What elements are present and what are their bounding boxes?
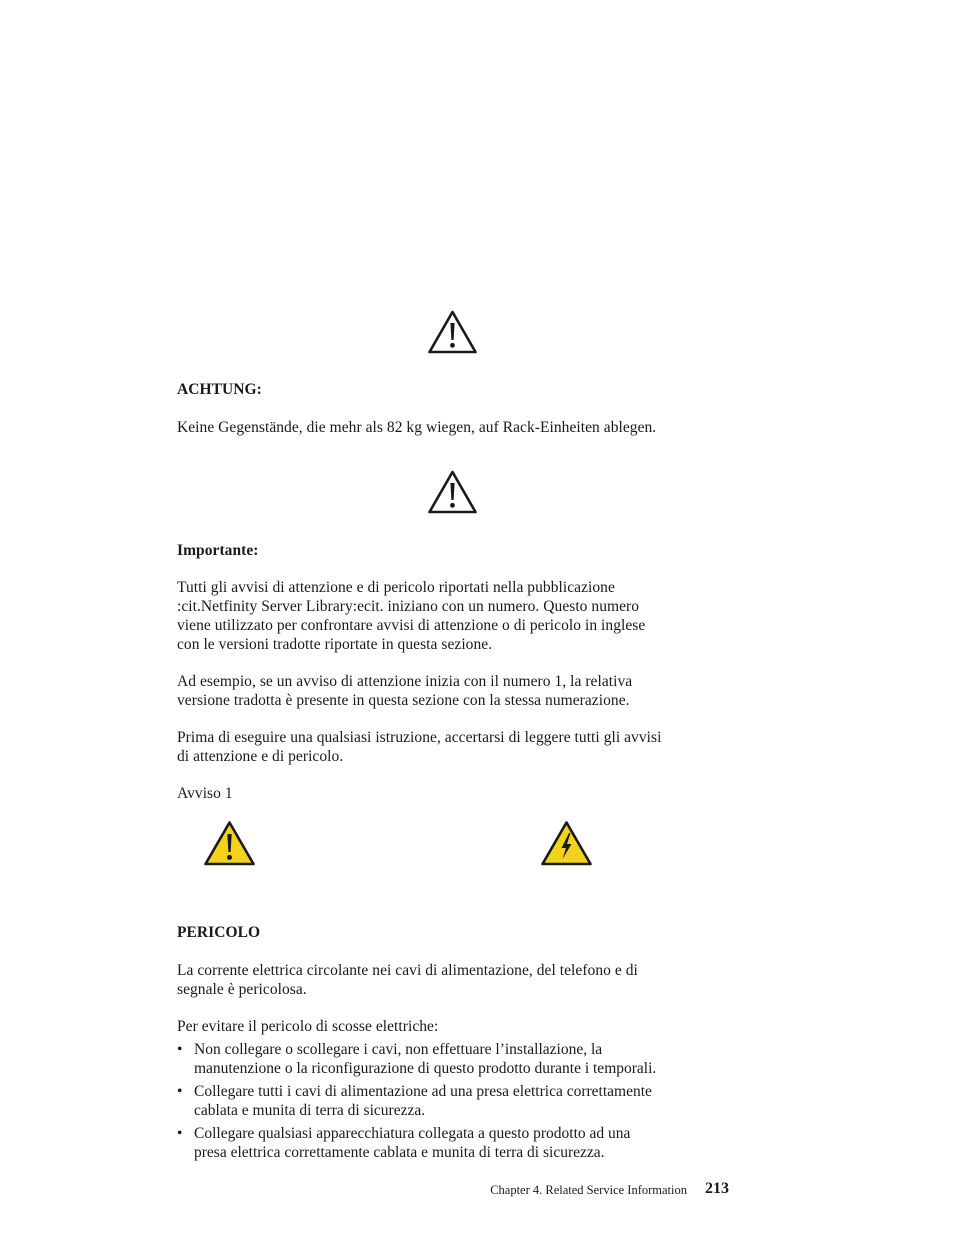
caution-text-de: Keine Gegenstände, die mehr als 82 kg wiegen, auf Rack-Einheiten ablegen. [177,419,657,436]
list-item-text: Collegare tutti i cavi di alimentazione ad una presa elettrica correttamente cablata e munita di terra di sicurezza. [194,1083,652,1119]
notice-label: Avviso 1 [177,785,233,802]
caution-yellow-triangle-icon [203,820,256,867]
bullet-dot: • [177,1083,183,1100]
warning-triangle-icon [427,309,478,355]
important-paragraph-2: Ad esempio, se un avviso di attenzione inizia con il numero 1, la relativa versione tradotta è presente in questa sezione con la stessa numerazione. [177,673,633,709]
danger-text: La corrente elettrica circolante nei cavi di alimentazione, del telefono e di segnale è pericolosa. [177,962,638,998]
bullet-dot: • [177,1125,183,1142]
footer-chapter-title: Chapter 4. Related Service Information [490,1183,687,1197]
list-item [177,1040,737,1078]
bullet-dot: • [177,1041,183,1058]
list-item-text: Collegare qualsiasi apparecchiatura collegata a questo prodotto ad una presa elettrica correttamente cablata e munita di terra di sicurezza. [194,1125,631,1161]
important-heading: Importante: [177,542,259,559]
important-paragraph-3: Prima di eseguire una qualsiasi istruzione, accertarsi di leggere tutti gli avvisi di attenzione e di pericolo. [177,729,662,765]
warning-triangle-icon [427,469,478,515]
caution-heading-de: ACHTUNG: [177,381,262,398]
danger-heading: PERICOLO [177,924,261,941]
electrical-hazard-icon [540,820,593,867]
list-item [177,1124,737,1162]
danger-intro: Per evitare il pericolo di scosse elettriche: [177,1018,439,1035]
list-item [177,1082,737,1120]
page-number: 213 [705,1180,729,1197]
list-item-text: Non collegare o scollegare i cavi, non effettuare l’installazione, la manutenzione o la riconfigurazione di questo prodotto durante i temporali. [194,1041,657,1077]
danger-bullet-list [177,1040,737,1166]
important-paragraph-1: Tutti gli avvisi di attenzione e di pericolo riportati nella pubblicazione :cit.Netfinity Server Library:ecit. iniziano con un numero. Questo numero viene utilizzato per confrontare avvisi di attenzione o di pericolo in inglese con le versioni tradotte riportate in questa sezione. [177,579,646,653]
